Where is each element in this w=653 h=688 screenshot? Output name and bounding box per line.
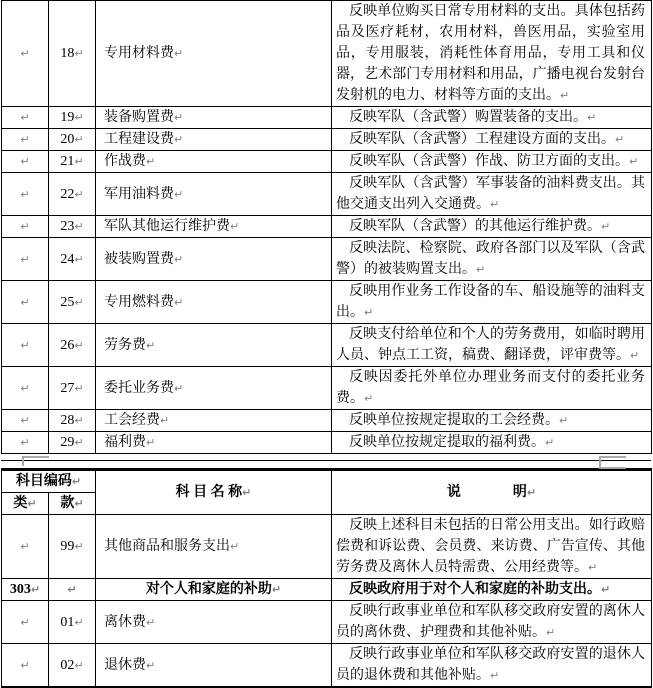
description-cell [332, 238, 652, 281]
paragraph-mark: ↵ [364, 392, 374, 405]
paragraph-mark: ↵ [545, 436, 555, 449]
kuan-text: 99 [60, 539, 75, 554]
paragraph-mark: ↵ [174, 295, 184, 309]
table-row [2, 432, 652, 454]
desc-text: 反映军队（含武警）工程建设方面的支出。 [349, 132, 615, 147]
paragraph-mark: ↵ [490, 198, 500, 211]
paragraph-mark: ↵ [146, 338, 156, 352]
subject-name-cell [96, 410, 332, 432]
desc-text: 反映军队（含武警）作战、防卫方面的支出。 [349, 154, 629, 169]
paragraph-mark: ↵ [74, 252, 84, 266]
paragraph-mark: ↵ [74, 414, 84, 427]
table-row [2, 151, 652, 173]
name-text: 劳务费 [104, 337, 146, 353]
subject-name-cell [96, 151, 332, 173]
section-code-cell [49, 107, 96, 129]
subject-code-header-cell [2, 470, 96, 493]
section-code-cell [49, 216, 96, 238]
class-header-cell [2, 493, 49, 515]
paragraph-mark: ↵ [30, 583, 41, 596]
description-cell [332, 216, 652, 238]
class-header-label: 类 [13, 496, 28, 511]
kuan-text: 02 [60, 657, 75, 673]
desc-text: 反映法院、检察院、政府各部门以及军队（含武警）的被装购置支出。 [336, 241, 645, 277]
kuan-text: 28 [60, 413, 75, 428]
paragraph-mark: ↵ [174, 111, 184, 124]
subject-name-cell [96, 644, 332, 688]
subject-name-cell [96, 324, 332, 367]
description-cell [332, 151, 652, 173]
kuan-text: 22 [60, 186, 75, 202]
desc-text: 反映单位按规定提取的工会经费。 [349, 413, 559, 428]
paragraph-mark: ↵ [160, 414, 170, 427]
description-cell [332, 129, 652, 151]
paragraph-mark: ↵ [20, 615, 30, 629]
paragraph-mark: ↵ [146, 436, 156, 449]
name-text: 装备购置费 [104, 110, 174, 125]
section-code-cell [49, 367, 96, 410]
paragraph-mark: ↵ [146, 615, 156, 629]
kuan-text: 23 [60, 219, 75, 234]
subject-name-cell [96, 367, 332, 410]
paragraph-mark: ↵ [174, 187, 184, 201]
description-cell [332, 515, 652, 579]
description-cell [332, 107, 652, 129]
kuan-text: 21 [60, 154, 75, 169]
paragraph-mark: ↵ [629, 155, 639, 168]
section-code-cell [49, 579, 96, 601]
kuan-text: 29 [60, 435, 75, 450]
paragraph-mark: ↵ [490, 669, 500, 682]
paragraph-mark: ↵ [20, 111, 30, 124]
paragraph-mark: ↵ [74, 155, 84, 168]
paragraph-mark: ↵ [20, 47, 30, 60]
table1-body [2, 1, 652, 454]
description-cell [332, 173, 652, 216]
subject-name-cell [96, 579, 332, 601]
desc-text: 反映军队（含武警）购置装备的支出。 [349, 110, 587, 125]
paragraph-mark: ↵ [27, 497, 37, 510]
class-code-cell [2, 216, 49, 238]
name-text: 福利费 [104, 435, 146, 450]
paragraph-mark: ↵ [74, 295, 84, 309]
paragraph-mark: ↵ [560, 89, 570, 102]
paragraph-mark: ↵ [588, 561, 598, 574]
kuan-text: 24 [60, 251, 75, 267]
paragraph-mark: ↵ [559, 414, 569, 427]
paragraph-mark: ↵ [476, 263, 486, 276]
desc-text: 反映因委托外单位办理业务而支付的委托业务费。 [336, 370, 645, 406]
section-code-cell [49, 644, 96, 688]
table-row [2, 367, 652, 410]
class-code-cell [2, 515, 49, 579]
paragraph-mark: ↵ [601, 583, 611, 596]
name-text: 军用油料费 [104, 186, 174, 202]
paragraph-mark: ↵ [20, 187, 30, 201]
paragraph-mark: ↵ [630, 349, 640, 362]
paragraph-mark: ↵ [20, 658, 30, 672]
paragraph-mark: ↵ [146, 155, 156, 168]
section-header-cell [49, 493, 96, 515]
section-code-cell [49, 601, 96, 644]
table-row [2, 324, 652, 367]
desc-text: 反映军队（含武警）军事装备的油料费支出。其他交通支出列入交通费。 [336, 176, 645, 212]
subject-name-cell [96, 238, 332, 281]
paragraph-mark: ↵ [20, 414, 30, 427]
name-text: 军队其他运行维护费 [104, 219, 230, 234]
paragraph-mark: ↵ [20, 155, 30, 168]
lei-text: 303 [9, 582, 31, 597]
paragraph-mark: ↵ [74, 436, 84, 449]
class-code-cell [2, 173, 49, 216]
paragraph-mark: ↵ [20, 295, 30, 309]
paragraph-mark: ↵ [174, 381, 184, 395]
section-code-cell [49, 173, 96, 216]
class-code-cell [2, 1, 49, 107]
budget-table-upper [1, 0, 652, 454]
paragraph-mark: ↵ [71, 475, 82, 488]
name-text: 其他商品和服务支出 [104, 539, 230, 554]
kuan-text: 20 [60, 132, 75, 147]
class-code-cell [2, 601, 49, 644]
description-cell [332, 367, 652, 410]
subject-name-cell [96, 432, 332, 454]
paragraph-mark: ↵ [74, 111, 84, 124]
section-code-cell [49, 281, 96, 324]
class-code-cell [2, 367, 49, 410]
description-cell [332, 644, 652, 688]
section-code-cell [49, 151, 96, 173]
section-code-cell [49, 432, 96, 454]
paragraph-mark: ↵ [146, 658, 156, 672]
section-code-cell [49, 1, 96, 107]
table-row [2, 515, 652, 579]
paragraph-mark: ↵ [74, 187, 84, 201]
paragraph-mark: ↵ [67, 583, 77, 596]
section-code-cell [49, 324, 96, 367]
section-header-label: 款 [60, 496, 75, 511]
paragraph-mark: ↵ [230, 540, 240, 553]
paragraph-mark: ↵ [20, 381, 30, 395]
subject-name-cell [96, 601, 332, 644]
name-text: 被装购置费 [104, 251, 174, 267]
page-break-gap [0, 454, 653, 468]
paragraph-mark: ↵ [20, 133, 30, 146]
paragraph-mark: ↵ [74, 381, 84, 395]
class-code-cell [2, 324, 49, 367]
class-code-cell [2, 410, 49, 432]
paragraph-mark: ↵ [230, 220, 240, 233]
description-cell [332, 281, 652, 324]
name-text: 专用材料费 [104, 46, 174, 61]
table-row [2, 644, 652, 688]
table-row [2, 238, 652, 281]
section-code-cell [49, 515, 96, 579]
paragraph-mark: ↵ [174, 133, 184, 146]
paragraph-mark: ↵ [20, 220, 30, 233]
class-code-cell [2, 151, 49, 173]
budget-table-lower [1, 468, 652, 688]
table-row [2, 281, 652, 324]
class-code-cell [2, 107, 49, 129]
name-text: 作战费 [104, 154, 146, 169]
name-text: 离休费 [104, 614, 146, 630]
name-text: 委托业务费 [104, 380, 174, 396]
paragraph-mark: ↵ [174, 252, 184, 266]
kuan-text: 26 [60, 337, 75, 353]
section-code-cell [49, 410, 96, 432]
description-cell [332, 601, 652, 644]
paragraph-mark: ↵ [364, 306, 374, 319]
paragraph-mark: ↵ [20, 540, 30, 553]
subject-name-cell [96, 173, 332, 216]
desc-text: 反映军队（含武警）的其他运行维护费。 [349, 219, 601, 234]
paragraph-mark: ↵ [74, 497, 84, 510]
table-row [2, 1, 652, 107]
class-code-cell [2, 432, 49, 454]
header-row-1 [2, 470, 652, 493]
name-text: 工程建设费 [104, 132, 174, 147]
paragraph-mark: ↵ [74, 47, 84, 60]
kuan-text: 18 [60, 46, 75, 61]
name-text: 对个人和家庭的补助 [145, 582, 272, 597]
subject-name-cell [96, 515, 332, 579]
class-code-cell [2, 281, 49, 324]
paragraph-mark: ↵ [20, 252, 30, 266]
paragraph-mark: ↵ [74, 540, 84, 553]
desc-text: 反映单位按规定提取的福利费。 [349, 435, 545, 450]
paragraph-mark: ↵ [74, 658, 84, 672]
desc-text: 反映行政事业单位和军队移交政府安置的退休人员的退休费和其他补贴。 [336, 647, 645, 683]
kuan-text: 25 [60, 294, 75, 310]
paragraph-mark: ↵ [74, 220, 84, 233]
kuan-text: 19 [60, 110, 75, 125]
paragraph-mark: ↵ [271, 583, 282, 596]
kuan-text: 01 [60, 614, 75, 630]
paragraph-mark: ↵ [615, 133, 625, 146]
table-row [2, 601, 652, 644]
desc-text: 反映单位购买日常专用材料的支出。具体包括药品及医疗耗材，农用材料，兽医用品，实验室用品，专用服装，消耗性体育用品，专用工具和仪器，艺术部门专用材料和用品，广播电视台发射台发射机的电力、材料等方面的支出。 [336, 4, 645, 103]
paragraph-mark: ↵ [526, 486, 537, 499]
paragraph-mark: ↵ [74, 615, 84, 629]
table-row [2, 216, 652, 238]
text-boundary-mark-left [22, 456, 49, 466]
class-code-cell [2, 129, 49, 151]
paragraph-mark: ↵ [242, 486, 252, 499]
name-text: 工会经费 [104, 413, 160, 428]
subject-name-cell [96, 129, 332, 151]
table-row [2, 129, 652, 151]
description-cell [332, 579, 652, 601]
description-cell [332, 410, 652, 432]
table-row [2, 107, 652, 129]
text-boundary-mark-right [599, 456, 626, 469]
paragraph-mark: ↵ [74, 338, 84, 352]
subject-name-header-label: 科 目 名 称 [175, 485, 243, 500]
class-code-cell [2, 579, 49, 601]
description-header-label-right: 明 [512, 485, 527, 500]
desc-text: 反映政府用于对个人和家庭的补助支出。 [349, 582, 601, 597]
class-code-cell [2, 644, 49, 688]
section-code-cell [49, 129, 96, 151]
subject-name-cell [96, 216, 332, 238]
paragraph-mark: ↵ [20, 436, 30, 449]
table-row [2, 173, 652, 216]
subject-name-cell [96, 107, 332, 129]
paragraph-mark: ↵ [20, 338, 30, 352]
paragraph-mark: ↵ [546, 626, 556, 639]
desc-text: 反映用作业务工作设备的车、船设施等的油料支出。 [336, 284, 645, 320]
paragraph-mark: ↵ [174, 47, 184, 60]
subject-name-header-cell [96, 470, 332, 515]
paragraph-mark: ↵ [601, 220, 611, 233]
class-code-cell [2, 238, 49, 281]
table-row [2, 579, 652, 601]
kuan-text: 27 [60, 380, 75, 396]
name-text: 退休费 [104, 657, 146, 673]
description-cell [332, 324, 652, 367]
table2-body [2, 515, 652, 688]
table-row [2, 410, 652, 432]
subject-code-header-label: 科目编码 [15, 474, 72, 489]
paragraph-mark: ↵ [587, 111, 597, 124]
desc-text: 反映行政事业单位和军队移交政府安置的离休人员的离休费、护理费和其他补贴。 [336, 604, 645, 640]
desc-text: 反映上述科目未包括的日常公用支出。如行政赔偿费和诉讼费、会员费、来访费、广告宣传、其他劳务费及离休人员特需费、公用经费等。 [336, 518, 645, 575]
description-header-cell [332, 470, 652, 515]
name-text: 专用燃料费 [104, 294, 174, 310]
subject-name-cell [96, 1, 332, 107]
paragraph-mark: ↵ [74, 133, 84, 146]
description-header-label-left: 说 [446, 485, 461, 500]
page-break-line [1, 460, 651, 461]
table2-header [2, 470, 652, 515]
section-code-cell [49, 238, 96, 281]
desc-text: 反映支付给单位和个人的劳务费用，如临时聘用人员、钟点工工资，稿费、翻译费，评审费等。 [336, 327, 645, 363]
description-cell [332, 432, 652, 454]
description-cell [332, 1, 652, 107]
subject-name-cell [96, 281, 332, 324]
